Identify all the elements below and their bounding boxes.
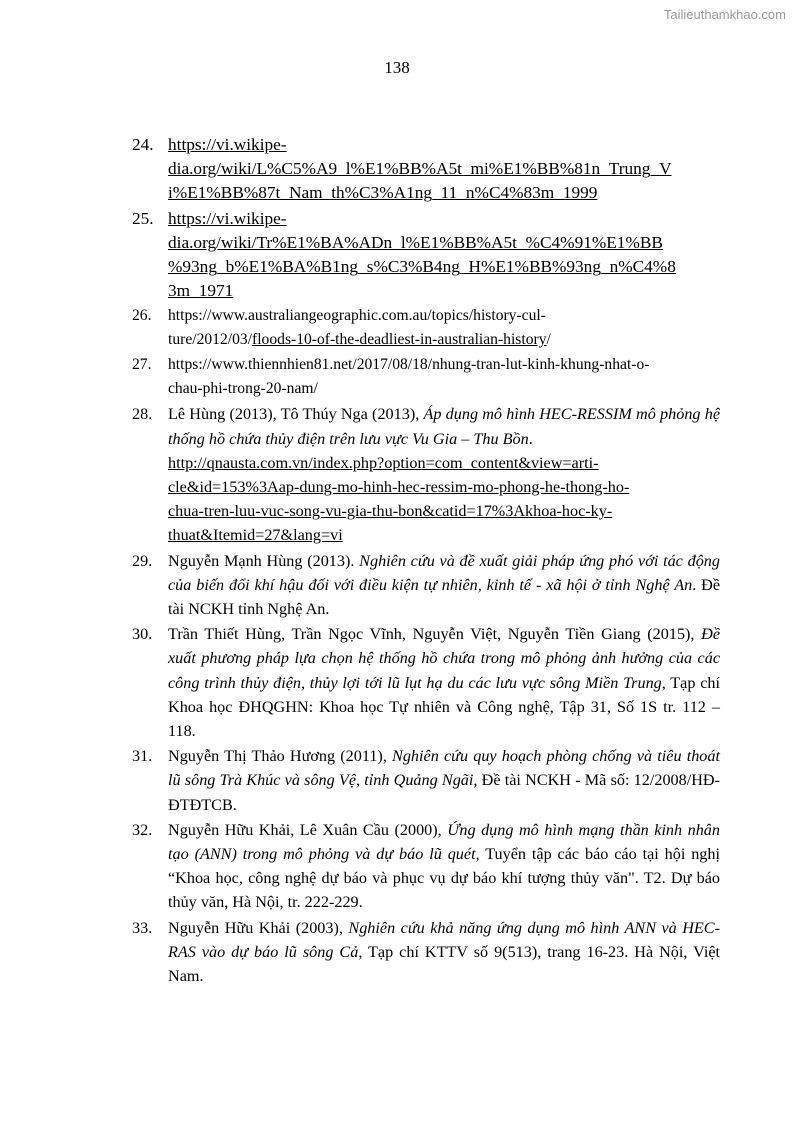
reference-link-line[interactable]: http://qnausta.com.vn/index.php?option=com_content&view=arti- [168,453,599,472]
reference-number: 26. [132,307,152,325]
reference-number: 30. [132,625,153,644]
reference-url-line: https://www.thiennhien81.net/2017/08/18/nhung-tran-lut-kinh-khung-nhat-o- [168,356,650,374]
reference-title: Nghiên cứu quy hoạch phòng chống và tiêu thoát lũ sông Trà Khúc và sông Vệ, tỉnh Quảng Ngãi, [168,747,720,790]
reference-link-line[interactable]: %93ng_b%E1%BA%B1ng_s%C3%B4ng_H%E1%BB%93ng_n%C4%8 [168,257,676,277]
reference-number: 24. [132,135,154,154]
reference-link-line[interactable]: dia.org/wiki/Tr%E1%BA%ADn_l%E1%BB%A5t_%C4%91%E1%BB [168,232,663,252]
reference-number: 33. [132,918,153,937]
reference-details: Tạp chí Khoa học ĐHQGHN: Khoa học Tự nhiên và Công nghệ, Tập 31, Số 1S tr. 112 – 118. [168,673,720,741]
reference-item-31 [130,744,720,817]
reference-url-line: https://www.australiangeographic.com.au/topics/history-cul- [168,307,546,325]
reference-item-28 [130,402,720,547]
reference-item-33 [130,916,720,989]
reference-link-line[interactable]: i%E1%BB%87t_Nam_th%C3%A1ng_11_n%C4%83m_1999 [168,183,598,203]
reference-authors: Lê Hùng (2013), Tô Thúy Nga (2013), [168,405,424,424]
reference-link-line[interactable]: thuat&Itemid=27&lang=vi [168,526,343,545]
reference-link-line[interactable]: cle&id=153%3Aap-dung-mo-hinh-hec-ressim-mo-phong-he-thong-ho- [168,478,630,497]
reference-details: Đề tài NCKH - Mã số: 12/2008/HĐ-ĐTĐTCB. [168,771,720,814]
reference-title: Nghiên cứu và đề xuất giải pháp ứng phó với tác động của biến đổi khí hậu đối với điều kiện tự nhiên, kinh tế - xã hội ở tỉnh Nghệ An [168,551,720,594]
reference-number: 25. [132,208,154,228]
reference-url-line: chau-phi-trong-20-nam/ [168,380,318,398]
reference-authors: Trần Thiết Hùng, Trần Ngọc Vĩnh, Nguyễn Việt, Nguyễn Tiền Giang (2015), [168,625,702,644]
watermark: Tailieuthamkhao.com [663,7,786,22]
reference-authors: Nguyễn Thị Thảo Hương (2011), [168,747,393,766]
reference-link-line[interactable]: dia.org/wiki/L%C5%A9_l%E1%BB%A5t_mi%E1%BB%81n_Trung_V [168,159,672,179]
reference-authors: Nguyễn Mạnh Hùng (2013). [168,551,360,570]
reference-details: , Tuyển tập các báo cáo tại hội nghị “Khoa học, công nghệ dự báo và phục vụ dự báo khí tượng thủy văn". T2. Dự báo thủy văn, Hà Nội, tr. 222-229. [168,845,720,912]
reference-title: Đề xuất phương pháp lựa chọn hệ thống hồ chứa trong mô phỏng ảnh hưởng của các công trình thủy điện, thủy lợi tới lũ lụt hạ du các lưu vực sông Miền Trung, [168,625,720,692]
reference-number: 27. [132,356,152,374]
reference-title: Nghiên cứu khả năng ứng dụng mô hình ANN và HEC-RAS vào dự báo lũ sông Cả [168,918,720,961]
reference-item-29 [130,549,720,622]
reference-number: 32. [132,820,153,839]
reference-authors: Nguyễn Hữu Khải, Lê Xuân Cầu (2000), [168,820,448,839]
reference-number: 28. [132,405,153,424]
reference-punct: . [528,429,533,448]
reference-url-part: / [546,331,551,349]
reference-item-32 [130,818,720,915]
reference-item-24 [130,133,720,206]
reference-item-30 [130,622,720,743]
reference-link-line[interactable]: chua-tren-luu-vuc-song-vu-gia-thu-bon&catid=17%3Akhoa-hoc-ky- [168,502,613,521]
reference-link-line[interactable]: https://vi.wikipe- [168,135,287,154]
reference-list [130,133,720,989]
reference-authors: Nguyễn Hữu Khải (2003), [168,918,349,937]
reference-details: . Đề tài NCKH tỉnh Nghệ An. [168,575,721,619]
reference-title: Áp dụng mô hình HEC-RESSIM mô phỏng hệ thống hồ chứa thủy điện trên lưu vực Vu Gia – Thu Bồn [168,405,720,448]
reference-details: , Tạp chí KTTV số 9(513), trang 16-23. Hà Nội, Việt Nam. [168,942,720,986]
reference-url-line [168,328,720,352]
reference-link[interactable]: floods-10-of-the-deadliest-in-australian-history [252,331,547,349]
reference-number: 29. [132,551,153,570]
reference-item-27 [130,353,720,401]
reference-url-part: ture/2012/03/ [168,331,253,349]
reference-link-line[interactable]: 3m_1971 [168,281,234,301]
reference-link-line[interactable]: https://vi.wikipe- [168,208,287,228]
reference-title: Ứng dụng mô hình mạng thần kinh nhân tạo (ANN) trong mô phỏng và dự báo lũ quét [168,820,720,864]
reference-item-25 [130,207,720,304]
page-number: 138 [384,58,410,77]
reference-number: 31. [132,747,153,766]
reference-item-26 [130,304,720,352]
